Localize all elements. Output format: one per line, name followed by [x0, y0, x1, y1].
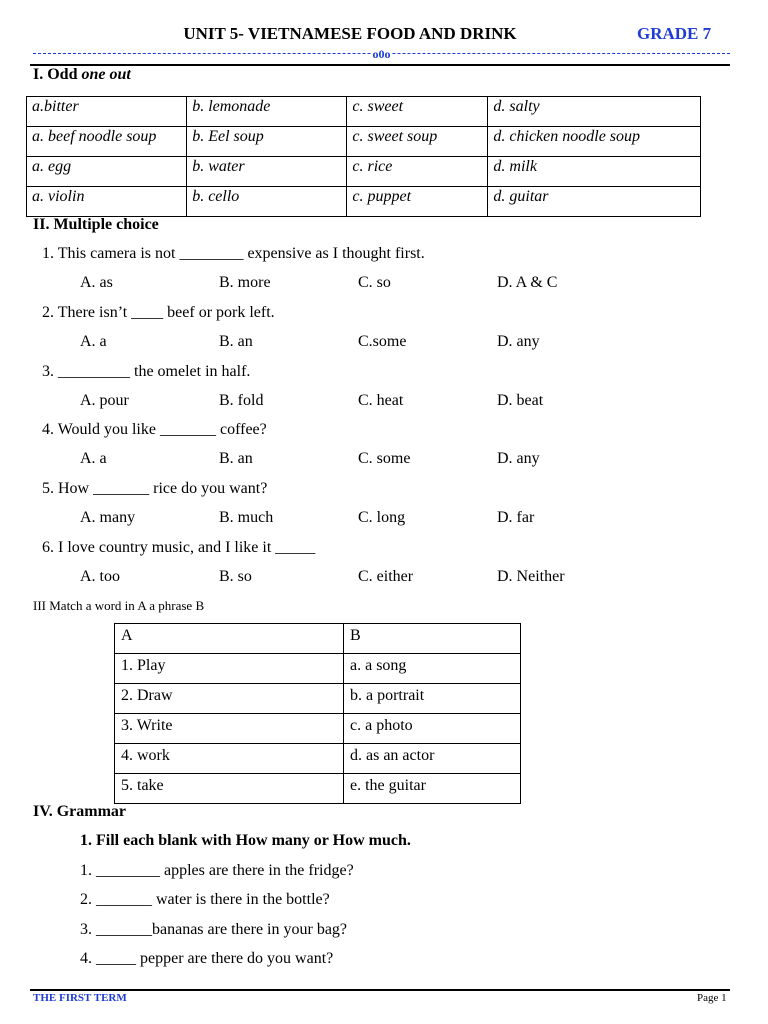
header-rule	[30, 64, 730, 66]
option-c: C. long	[358, 509, 406, 526]
table-cell: c. sweet	[347, 97, 488, 127]
table-cell: b. Eel soup	[187, 127, 347, 157]
odd-one-out-table	[26, 96, 701, 217]
table-cell: a. egg	[27, 157, 187, 187]
table-row	[27, 97, 701, 127]
option-b: B. more	[219, 274, 271, 291]
table-cell: a. violin	[27, 187, 187, 217]
option-b: B. an	[219, 333, 253, 350]
option-d: D. A & C	[497, 274, 558, 291]
table-cell: d. as an actor	[344, 744, 521, 774]
table-cell: 4. work	[115, 744, 344, 774]
table-row	[115, 744, 521, 774]
option-b: B. so	[219, 568, 252, 585]
option-c: C. either	[358, 568, 414, 585]
option-a: A. many	[80, 509, 136, 526]
option-b: B. much	[219, 509, 274, 526]
option-d: D. Neither	[497, 568, 565, 585]
page-title: UNIT 5- VIETNAMESE FOOD AND DRINK	[183, 24, 517, 43]
table-cell: c. puppet	[347, 187, 488, 217]
table-cell: b. cello	[187, 187, 347, 217]
option-d: D. beat	[497, 392, 544, 409]
grammar-instruction: 1. Fill each blank with How many or How much.	[80, 832, 411, 849]
table-cell: b. a portrait	[344, 684, 521, 714]
footer-rule	[30, 989, 730, 991]
section-3-heading: III Match a word in A a phrase B	[33, 598, 205, 613]
option-c: C. some	[358, 450, 411, 467]
grammar-item-4: 4. _____ pepper are there do you want?	[80, 950, 334, 967]
option-a: A. a	[80, 450, 107, 467]
table-cell: e. the guitar	[344, 774, 521, 804]
option-a: A. a	[80, 333, 107, 350]
table-row	[115, 654, 521, 684]
table-row	[27, 187, 701, 217]
question-3: 3. _________ the omelet in half.	[42, 363, 251, 380]
table-cell: d. milk	[488, 157, 701, 187]
question-4: 4. Would you like _______ coffee?	[42, 421, 267, 438]
section-2-heading: II. Multiple choice	[33, 216, 159, 233]
table-cell: 1. Play	[115, 654, 344, 684]
table-cell: a.bitter	[27, 97, 187, 127]
option-a: A. pour	[80, 392, 129, 409]
table-row	[27, 127, 701, 157]
table-cell: b. water	[187, 157, 347, 187]
grammar-item-2: 2. _______ water is there in the bottle?	[80, 891, 330, 908]
table-row	[115, 684, 521, 714]
table-header-row	[115, 624, 521, 654]
column-b-header: B	[344, 624, 521, 654]
table-cell: a. beef noodle soup	[27, 127, 187, 157]
option-c: C.some	[358, 333, 407, 350]
page-number: Page 1	[697, 992, 727, 1004]
table-cell: a. a song	[344, 654, 521, 684]
table-cell: b. lemonade	[187, 97, 347, 127]
section-1-heading	[33, 66, 131, 84]
section-1-heading-italic: one out	[81, 66, 131, 83]
table-cell: 2. Draw	[115, 684, 344, 714]
grammar-item-3: 3. _______bananas are there in your bag?	[80, 921, 348, 938]
question-1: 1. This camera is not ________ expensive as I thought first.	[42, 245, 425, 262]
separator-mark: o0o	[372, 47, 391, 61]
option-d: D. any	[497, 450, 540, 467]
table-cell: 3. Write	[115, 714, 344, 744]
option-a: A. too	[80, 568, 120, 585]
question-2: 2. There isn’t ____ beef or pork left.	[42, 304, 275, 321]
option-c: C. so	[358, 274, 391, 291]
matching-table	[114, 623, 521, 804]
option-a: A. as	[80, 274, 113, 291]
table-cell: 5. take	[115, 774, 344, 804]
option-b: B. an	[219, 450, 253, 467]
table-cell: c. sweet soup	[347, 127, 488, 157]
table-cell: d. guitar	[488, 187, 701, 217]
question-6: 6. I love country music, and I like it _____	[42, 539, 316, 556]
column-a-header: A	[115, 624, 344, 654]
table-row	[115, 774, 521, 804]
option-d: D. far	[497, 509, 535, 526]
header-separator	[33, 46, 730, 62]
section-1-heading-bold: I. Odd	[33, 66, 82, 83]
table-row	[115, 714, 521, 744]
table-cell: d. chicken noodle soup	[488, 127, 701, 157]
grammar-item-1: 1. ________ apples are there in the fridge?	[80, 862, 354, 879]
footer-term-label: THE FIRST TERM	[33, 992, 127, 1004]
table-cell: d. salty	[488, 97, 701, 127]
option-b: B. fold	[219, 392, 264, 409]
option-c: C. heat	[358, 392, 404, 409]
grade-label: GRADE 7	[637, 24, 712, 43]
table-row	[27, 157, 701, 187]
section-4-heading: IV. Grammar	[33, 803, 127, 820]
question-5: 5. How _______ rice do you want?	[42, 480, 268, 497]
table-cell: c. a photo	[344, 714, 521, 744]
table-cell: c. rice	[347, 157, 488, 187]
option-d: D. any	[497, 333, 540, 350]
